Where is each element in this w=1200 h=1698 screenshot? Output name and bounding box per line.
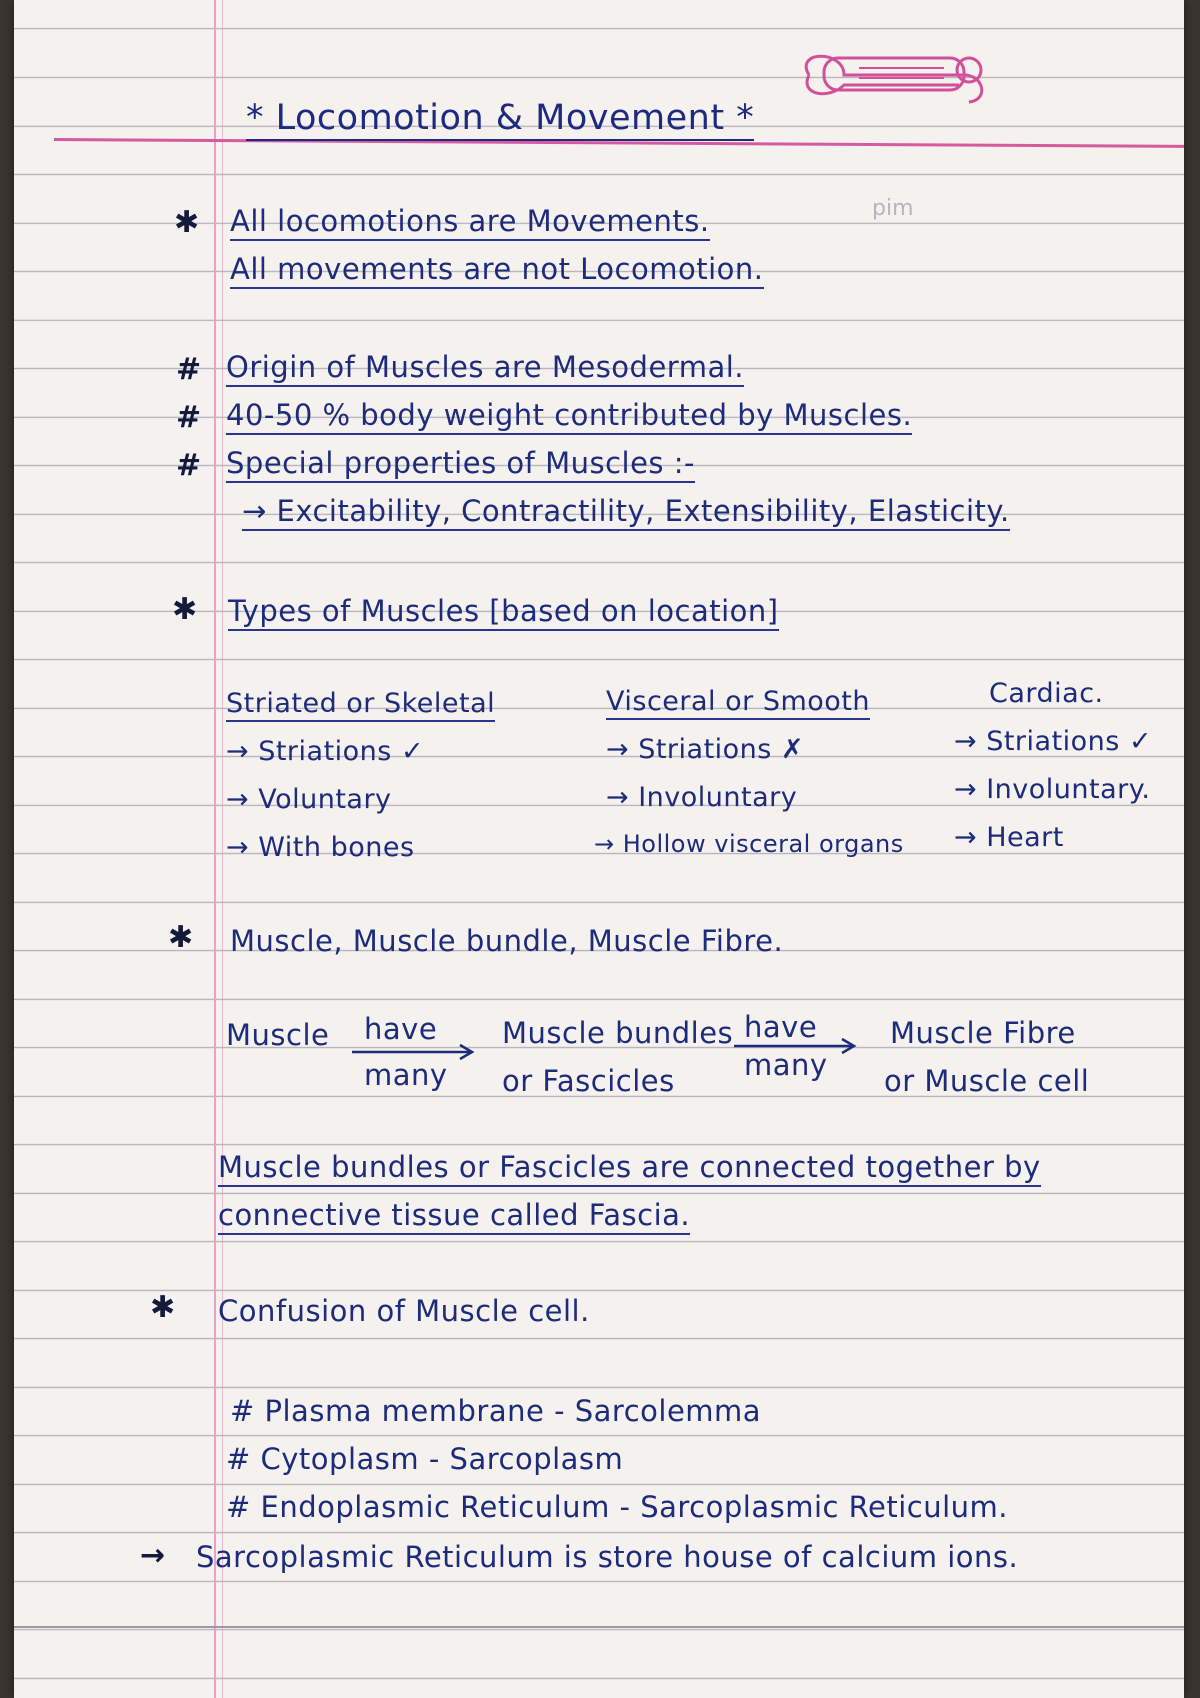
- fact-item: Origin of Muscles are Mesodermal.: [226, 350, 744, 384]
- type-item: → Heart: [954, 822, 1064, 853]
- hierarchy-bundle: Muscle bundles: [502, 1016, 734, 1050]
- notebook-page: [14, 0, 1184, 1698]
- hierarchy-heading: Muscle, Muscle bundle, Muscle Fibre.: [230, 924, 784, 958]
- type-item: → Striations ✓: [954, 726, 1153, 757]
- hierarchy-arrow2-top: have: [744, 1010, 818, 1044]
- final-line: Sarcoplasmic Reticulum is store house of calcium ions.: [196, 1540, 1019, 1574]
- type-item: → With bones: [226, 832, 415, 863]
- types-marker: ✱: [172, 592, 198, 627]
- hierarchy-marker: ✱: [168, 920, 194, 955]
- margin-line-secondary: [222, 0, 223, 1698]
- fact-marker: #: [176, 352, 202, 387]
- confusion-item: # Endoplasmic Reticulum - Sarcoplasmic Reticulum.: [226, 1490, 1009, 1524]
- fact-marker: #: [176, 448, 202, 483]
- fact-marker: #: [176, 400, 202, 435]
- confusion-item: # Plasma membrane - Sarcolemma: [230, 1394, 762, 1428]
- hierarchy-arrow2-bottom: many: [744, 1048, 828, 1082]
- fact-item: 40-50 % body weight contributed by Muscles.: [226, 398, 912, 432]
- margin-line: [214, 0, 216, 1698]
- fascia-line-2: connective tissue called Fascia.: [218, 1198, 690, 1232]
- type-heading-skeletal: Striated or Skeletal: [226, 688, 495, 719]
- hierarchy-arrow1-top: have: [364, 1012, 438, 1046]
- hierarchy-muscle: Muscle: [226, 1018, 330, 1052]
- type-item: → Involuntary: [606, 782, 798, 813]
- type-item: → Involuntary.: [954, 774, 1151, 805]
- type-item: → Voluntary: [226, 784, 392, 815]
- fact-item: Special properties of Muscles :-: [226, 446, 695, 480]
- bottom-rule: [14, 1626, 1184, 1628]
- type-item: → Striations ✓: [226, 736, 425, 767]
- brand-scroll-icon: [784, 40, 994, 110]
- final-marker: →: [140, 1538, 166, 1573]
- type-item: → Hollow visceral organs: [594, 830, 904, 858]
- type-item: → Striations ✗: [606, 734, 805, 765]
- properties-line: → Excitability, Contractility, Extensibility, Elasticity.: [242, 494, 1010, 528]
- intro-line-2: All movements are not Locomotion.: [230, 252, 764, 286]
- type-heading-cardiac: Cardiac.: [989, 678, 1104, 709]
- confusion-heading: Confusion of Muscle cell.: [218, 1294, 590, 1328]
- hierarchy-bundle-alt: or Fascicles: [502, 1064, 675, 1098]
- margin-note: pim: [872, 196, 914, 221]
- intro-line-1: All locomotions are Movements.: [230, 204, 710, 238]
- hierarchy-fibre: Muscle Fibre: [890, 1016, 1076, 1050]
- page-title: * Locomotion & Movement *: [246, 98, 754, 138]
- type-heading-smooth: Visceral or Smooth: [606, 686, 870, 717]
- hierarchy-fibre-alt: or Muscle cell: [884, 1064, 1090, 1098]
- types-heading: Types of Muscles [based on location]: [228, 594, 779, 628]
- hierarchy-arrow1-bottom: many: [364, 1058, 448, 1092]
- intro-marker: ✱: [174, 205, 200, 240]
- fascia-line-1: Muscle bundles or Fascicles are connected together by: [218, 1150, 1041, 1184]
- confusion-marker: ✱: [150, 1290, 176, 1325]
- confusion-item: # Cytoplasm - Sarcoplasm: [226, 1442, 624, 1476]
